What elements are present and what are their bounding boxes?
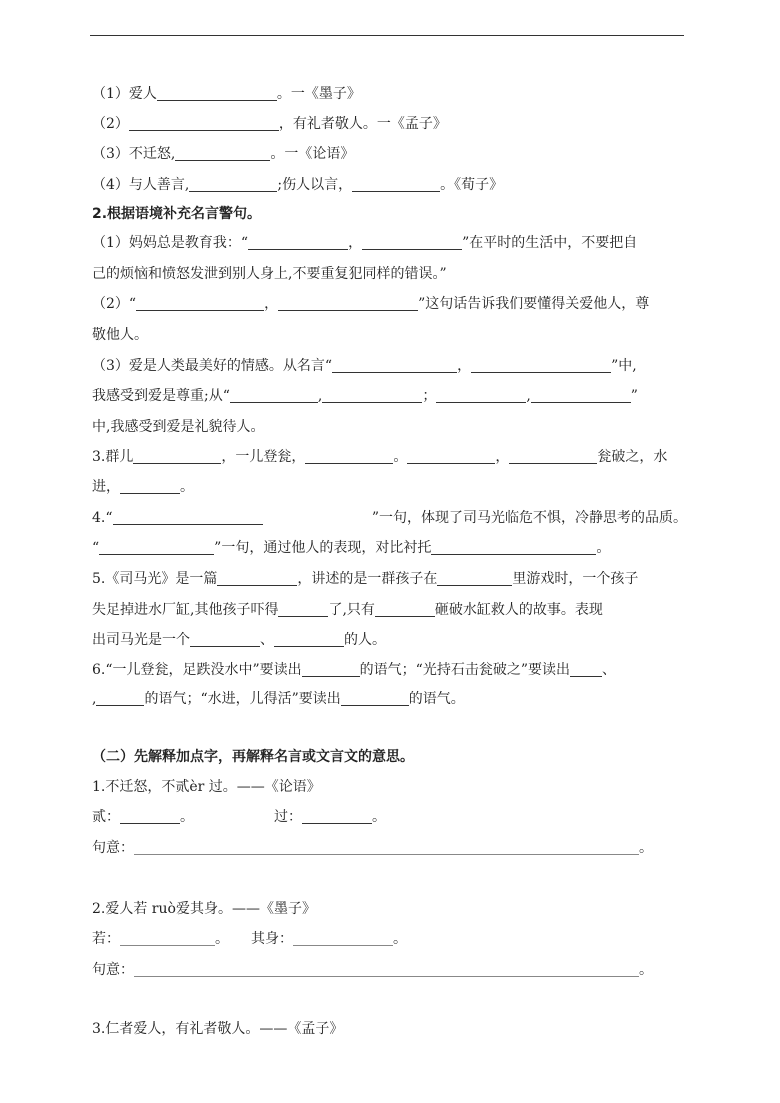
item-2-2-words: 若： 。 其身： 。 [92, 931, 407, 947]
section-2-title: （二）先解释加点字，再解释名言或文言文的意思。 [92, 749, 414, 765]
answer-blank[interactable] [278, 602, 328, 617]
answer-blank[interactable] [113, 510, 263, 525]
answer-blank[interactable] [322, 388, 422, 403]
item-2-1-meaning: 句意： 。 [92, 840, 653, 856]
item-1-4: （4）与人善言, ;伤人以言， 。《荀子》 [92, 177, 504, 193]
q2-line-5: （3）爱是人类最美好的情感。从名言“ ， ”中, [92, 358, 637, 374]
q5-line-1: 5.《司马光》是一篇 ，讲述的是一群孩子在 里游戏时，一个孩子 [92, 571, 639, 587]
answer-blank[interactable] [407, 449, 495, 464]
answer-blank[interactable] [341, 691, 409, 706]
answer-blank[interactable] [120, 479, 180, 494]
answer-blank[interactable] [436, 388, 526, 403]
answer-line[interactable] [134, 840, 639, 855]
answer-blank[interactable] [230, 388, 318, 403]
answer-blank[interactable] [274, 632, 344, 647]
q6-line-2: , 的语气；“水进，儿得活”要读出 的语气。 [92, 691, 465, 707]
item-1-1: （1）爱人 。一《墨子》 [92, 86, 361, 102]
answer-blank[interactable] [278, 296, 418, 311]
answer-blank[interactable] [431, 540, 596, 555]
answer-blank[interactable] [293, 931, 393, 946]
answer-blank[interactable] [531, 388, 631, 403]
answer-blank[interactable] [302, 809, 372, 824]
answer-blank[interactable] [509, 449, 597, 464]
answer-blank[interactable] [217, 571, 297, 586]
answer-blank[interactable] [471, 358, 611, 373]
q5-line-2: 失足掉进水厂缸,其他孩子吓得 了,只有 砸破水缸救人的故事。表现 [92, 602, 603, 618]
item-2-2: 2.爱人若 ruò爱其身。——《墨子》 [92, 901, 316, 917]
answer-blank[interactable] [570, 662, 602, 677]
q3-line-1: 3.群儿 ，一儿登瓮， 。 ， 瓮破之，水 [92, 449, 668, 465]
q2-line-7: 中,我感受到爱是礼貌待人。 [92, 419, 265, 435]
answer-blank[interactable] [157, 86, 277, 101]
q2-title: 2.根据语境补充名言警句。 [92, 206, 262, 222]
answer-blank[interactable] [133, 449, 221, 464]
q4-line-1: 4.“ ”一句，体现了司马光临危不惧，冷静思考的品质。 [92, 510, 687, 526]
answer-blank[interactable] [96, 691, 144, 706]
item-2-3: 3.仁者爱人，有礼者敬人。——《孟子》 [92, 1021, 344, 1037]
q2-line-1: （1）妈妈总是教育我：“ ， ”在平时的生活中，不要把自 [92, 235, 638, 251]
answer-blank[interactable] [362, 235, 462, 250]
header-rule [90, 35, 684, 36]
answer-blank[interactable] [375, 602, 435, 617]
answer-blank[interactable] [190, 632, 260, 647]
answer-blank[interactable] [136, 296, 264, 311]
answer-blank[interactable] [248, 235, 348, 250]
item-2-1-words: 贰： 。 过： 。 [92, 809, 386, 825]
answer-blank[interactable] [120, 809, 180, 824]
answer-blank[interactable] [352, 177, 440, 192]
item-1-2: （2） ，有礼者敬人。一《孟子》 [92, 116, 447, 132]
item-2-2-meaning: 句意： 。 [92, 962, 653, 978]
q6-line-1: 6.“一儿登瓮，足跌没水中”要读出 的语气；“光持石击瓮破之”要读出 、 [92, 662, 616, 678]
answer-blank[interactable] [120, 931, 215, 946]
answer-blank[interactable] [437, 571, 512, 586]
answer-blank[interactable] [302, 662, 360, 677]
answer-blank[interactable] [305, 449, 393, 464]
q2-line-3: （2）“ ， ”这句话告诉我们要懂得关爱他人，尊 [92, 296, 650, 312]
answer-blank[interactable] [175, 146, 270, 161]
item-2-1: 1.不迁怒，不贰èr 过。——《论语》 [92, 779, 321, 795]
q2-line-6: 我感受到爱是尊重;从“ , ； , ” [92, 388, 638, 404]
item-1-3: （3）不迁怒, 。一《论语》 [92, 146, 355, 162]
answer-blank[interactable] [332, 358, 457, 373]
answer-line[interactable] [134, 962, 639, 977]
q5-line-3: 出司马光是一个 、 的人。 [92, 632, 386, 648]
answer-blank[interactable] [99, 540, 214, 555]
q3-line-2: 进， 。 [92, 479, 194, 495]
answer-blank[interactable] [129, 116, 279, 131]
q2-line-2: 己的烦恼和愤怒发泄到别人身上,不要重复犯同样的错误。” [92, 266, 447, 282]
q2-line-4: 敬他人。 [92, 327, 148, 343]
answer-blank[interactable] [189, 177, 277, 192]
q4-line-2: “ ”一句，通过他人的表现，对比衬托 。 [92, 540, 611, 556]
